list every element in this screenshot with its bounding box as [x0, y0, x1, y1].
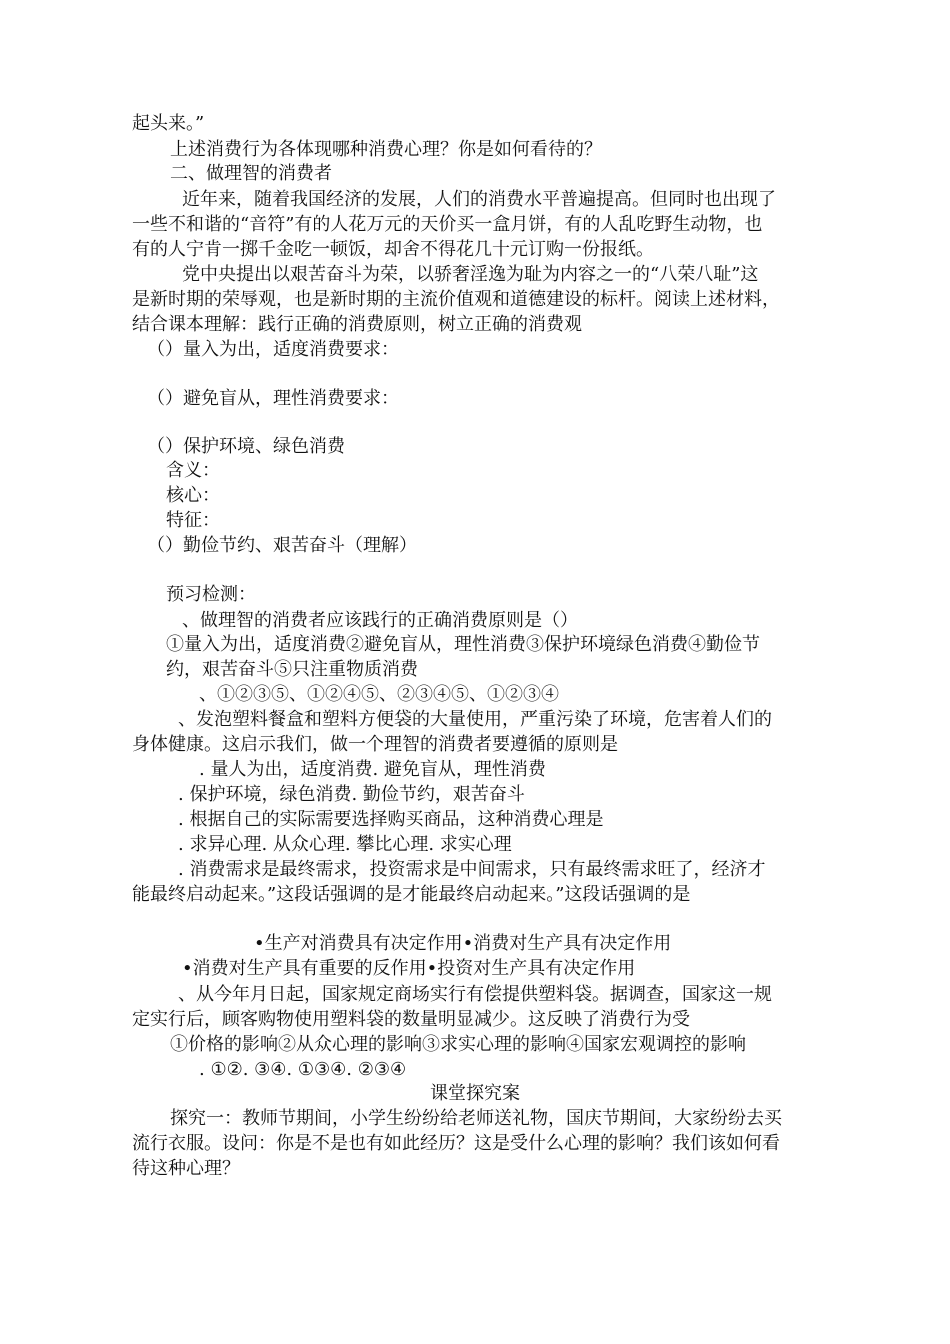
answer-options: . ①②. ③④. ①③④. ②③④ — [199, 1059, 407, 1080]
question-line: ①量入为出，适度消费②避免盲从，理性消费③保护环境绿色消费④勤俭节 — [166, 634, 760, 655]
answer-options: •消费对生产具有重要的反作用•投资对生产具有决定作用 — [182, 958, 636, 979]
list-item: （）勤俭节约、艰苦奋斗（理解） — [147, 535, 417, 556]
answer-options: •生产对消费具有决定作用•消费对生产具有决定作用 — [254, 933, 672, 954]
paragraph-line: 待这种心理？ — [132, 1158, 240, 1179]
answer-options: . 量人为出，适度消费. 避免盲从，理性消费 — [199, 759, 546, 780]
list-item: （）保护环境、绿色消费 — [147, 436, 345, 457]
paragraph-line: 近年来，随着我国经济的发展，人们的消费水平普遍提高。但同时也出现了 — [182, 189, 776, 210]
text-line: 起头来。” — [132, 113, 205, 134]
answer-options: . 保护环境，绿色消费. 勤俭节约，艰苦奋斗 — [178, 784, 525, 805]
question-line: 约，艰苦奋斗⑤只注重物质消费 — [166, 659, 418, 680]
paragraph-line: 一些不和谐的“音符”有的人花万元的天价买一盒月饼，有的人乱吃野生动物，也 — [132, 214, 763, 235]
paragraph-line: 党中央提出以艰苦奋斗为荣，以骄奢淫逸为耻为内容之一的“八荣八耻”这 — [182, 264, 759, 285]
field-label: 含义： — [166, 460, 220, 481]
paragraph-line: 是新时期的荣辱观，也是新时期的主流价值观和道德建设的标杆。阅读上述材料， — [132, 289, 780, 310]
question-line: 身体健康。这启示我们，做一个理智的消费者要遵循的原则是 — [132, 734, 618, 755]
question-line: 、从今年月日起，国家规定商场实行有偿提供塑料袋。据调查，国家这一规 — [178, 984, 772, 1005]
paragraph-line: 结合课本理解：践行正确的消费原则，树立正确的消费观 — [132, 314, 582, 335]
paragraph-line: 探究一：教师节期间，小学生纷纷给老师送礼物，国庆节期间，大家纷纷去买 — [170, 1108, 782, 1129]
list-item: （）量入为出，适度消费要求： — [147, 339, 399, 360]
question-line: 能最终启动起来。”这段话强调的是才能最终启动起来。”这段话强调的是 — [132, 884, 691, 905]
section-heading: 二、做理智的消费者 — [170, 163, 332, 184]
field-label: 核心： — [166, 485, 220, 506]
paragraph-line: 流行衣服。设问：你是不是也有如此经历？这是受什么心理的影响？我们该如何看 — [132, 1133, 780, 1154]
section-title: 课堂探究案 — [430, 1083, 520, 1104]
question-line: 、发泡塑料餐盒和塑料方便袋的大量使用，严重污染了环境，危害着人们的 — [178, 709, 772, 730]
answer-options: 、①②③⑤、①②④⑤、②③④⑤、①②③④ — [199, 684, 559, 705]
field-label: 特征： — [166, 510, 220, 531]
section-heading: 预习检测： — [166, 584, 256, 605]
paragraph-line: 有的人宁肯一掷千金吃一顿饭，却舍不得花几十元订购一份报纸。 — [132, 239, 654, 260]
question-line: 定实行后，顾客购物使用塑料袋的数量明显减少。这反映了消费行为受 — [132, 1009, 690, 1030]
text-line: 上述消费行为各体现哪种消费心理？你是如何看待的？ — [170, 139, 602, 160]
list-item: （）避免盲从，理性消费要求： — [147, 388, 399, 409]
question-line: . 根据自己的实际需要选择购买商品，这种消费心理是 — [178, 809, 604, 830]
question-line: 、做理智的消费者应该践行的正确消费原则是（） — [182, 610, 578, 631]
question-line: ①价格的影响②从众心理的影响③求实心理的影响④国家宏观调控的影响 — [170, 1034, 746, 1055]
question-line: . 消费需求是最终需求，投资需求是中间需求，只有最终需求旺了，经济才 — [178, 859, 766, 880]
answer-options: . 求异心理. 从众心理. 攀比心理. 求实心理 — [178, 834, 512, 855]
